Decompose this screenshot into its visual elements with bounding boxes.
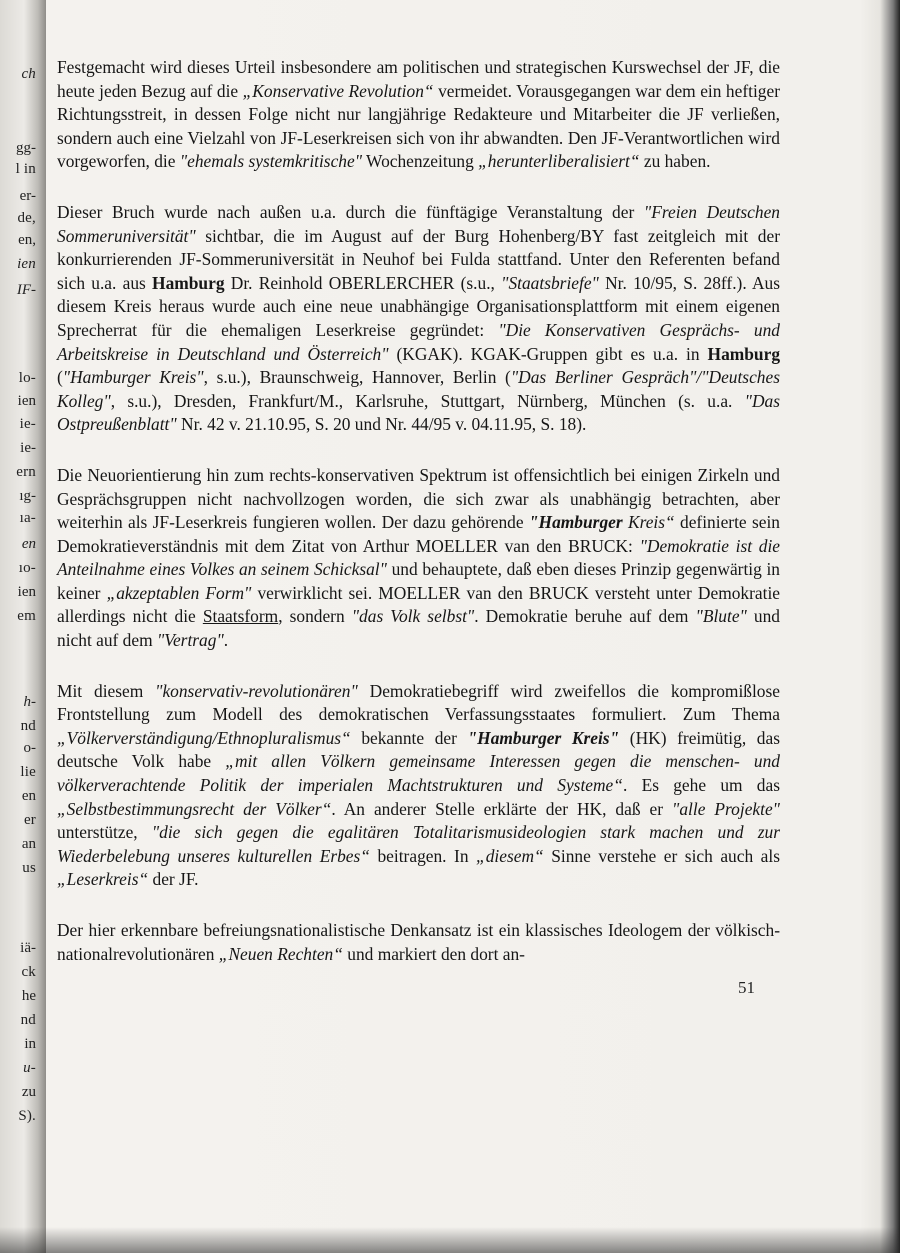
facing-page-fragment: en,: [18, 232, 36, 248]
text-run: (: [57, 367, 63, 388]
paragraph: [57, 464, 780, 653]
text-run: Nr. 42 v. 21.10.95, S. 20 und Nr. 44/95 v. 04.11.95, S. 18).: [176, 414, 587, 435]
italic-run: "die sich gegen die egalitären Totalitarismusideologien stark machen und zur Wiederbelebung unseres kulturellen Erbes“: [57, 822, 781, 866]
facing-page-fragment: IF-: [16, 282, 36, 298]
facing-page-fragment: ern: [16, 464, 36, 480]
text-run: . An anderer Stelle erklärte der HK, daß er: [331, 798, 673, 819]
italic-run: „Leserkreis“: [57, 869, 149, 890]
facing-page-fragment: lie: [20, 764, 36, 780]
text-run: definierte sein Demokratieverständnis mit dem Zitat von Arthur MOELLER van den BRUCK:: [57, 512, 780, 556]
emphasis-run: [529, 512, 623, 532]
text-run: Dieser Bruch wurde nach außen u.a. durch die fünftägige Veranstaltung der: [57, 201, 644, 222]
italic-run: „Selbstbestimmungsrecht der Völker“: [57, 798, 332, 819]
facing-page-fragment: ien: [17, 256, 36, 272]
text-run: , s.u.), Dresden, Frankfurt/M., Karlsruhe, Stuttgart, Nürnberg, München (s. u.a.: [110, 390, 745, 411]
facing-page-fragment: em: [17, 608, 36, 624]
text-run: Wochenzeitung: [362, 151, 479, 172]
italic-run: "Das Ostpreußenblatt": [57, 390, 780, 435]
page-number: 51: [738, 978, 755, 997]
facing-page-fragment: lo-: [18, 370, 36, 386]
facing-page-fragment: u-: [23, 1060, 36, 1076]
facing-page-fragment: ch: [21, 66, 36, 82]
facing-page-fragment: ie-: [20, 440, 36, 456]
facing-page-fragment: de,: [17, 210, 36, 226]
facing-page-fragment: an: [21, 836, 36, 852]
facing-page-fragment: er: [23, 812, 36, 828]
italic-run: "alle Projekte": [672, 798, 780, 819]
facing-page-fragment: nd: [20, 1012, 36, 1028]
text-run: verwirklicht sei. MOELLER van den BRUCK versteht unter Demokratie allerdings nicht die: [57, 582, 780, 627]
paragraph: [57, 919, 780, 966]
italic-run: "Hamburger Kreis": [62, 367, 204, 388]
text-run: vermeidet. Vorausgegangen war dem ein heftiger Richtungsstreit, in dessen Folge nicht nur langjährige Redakteure und Mitarbeiter die JF verließen, sondern auch eine Vielzahl von JF-Leserkreisen sich von ihr abwandten. Den JF-Verantwortlichen wird vorgeworfen, die: [57, 80, 781, 172]
facing-page-fragment: ien: [17, 584, 36, 600]
bold-run: Hamburg: [707, 343, 781, 364]
text-run: Nr. 10/95, S. 28ff.). Aus diesem Kreis heraus wurde auch eine neue unabhängige Organisationsplattform mit einem eigenen Sprecherrat für die ehemaligen Leserkreise gegründet:: [57, 272, 780, 340]
facing-page-fragment: S).: [18, 1108, 36, 1124]
italic-run: "Demokratie ist die Anteilnahme eines Volkes an seinem Schicksal": [57, 535, 781, 580]
text-run: . Es gehe um das: [622, 775, 780, 796]
bold-italic-run: "Hamburger: [528, 512, 623, 533]
text-run: .: [223, 630, 229, 651]
italic-run: „Völkerverständigung/Ethnopluralismus“: [57, 727, 351, 748]
paragraph: [57, 56, 780, 174]
facing-page-fragment: h-: [23, 694, 36, 710]
text-run: Sinne verstehe er sich auch als: [543, 845, 780, 866]
italic-run: „Konservative Revolution“: [242, 80, 434, 101]
bold-italic-run: "Hamburger Kreis": [467, 727, 620, 748]
page-bottom-shadow: [0, 1227, 900, 1253]
bold-run: Hamburg: [152, 272, 225, 293]
text-run: . Demokratie beruhe auf dem: [474, 606, 696, 627]
facing-page-fragment: iä-: [20, 940, 36, 956]
emphasis-run: [468, 728, 620, 748]
italic-run: "Blute": [695, 606, 747, 627]
text-run: Die Neuorientierung hin zum rechts-konservativen Spektrum ist offensichtlich bei einigen Zirkeln und Gesprächsgruppen nicht nachvollzogen worden, die sich zwar als unabhängig betrachten, aber weiterhin als JF-Leserkreis fungieren wollen. Der dazu gehörende: [57, 464, 780, 533]
facing-page-fragment: nd: [20, 718, 36, 734]
text-run: und nicht auf dem: [57, 606, 781, 651]
page-body: [57, 56, 780, 966]
facing-page-fragment: en: [21, 788, 36, 804]
facing-page-fragment: o-: [23, 740, 36, 756]
italic-run: "Das Berliner Gespräch"/"Deutsches Kolleg": [57, 367, 780, 411]
facing-page-text-fragments: [0, 0, 40, 1253]
text-run: der JF.: [148, 869, 199, 890]
text-run: beitragen. In: [369, 845, 477, 866]
facing-page-fragment: en: [21, 536, 36, 552]
facing-page-fragment: us: [22, 860, 36, 876]
italic-run: "Die Konservativen Gesprächs- und Arbeitskreise in Deutschland und Österreich": [57, 319, 780, 364]
facing-page-fragment: zu: [21, 1084, 36, 1100]
italic-run: „akzeptablen Form": [106, 582, 252, 603]
text-run: und markiert den dort an-: [342, 943, 525, 964]
facing-page-fragment: gg-: [16, 140, 36, 156]
facing-page-fragment: ien: [17, 393, 36, 409]
italic-run: „herunterliberalisiert“: [478, 151, 640, 172]
italic-run: „Neuen Rechten“: [218, 943, 343, 964]
text-run: , s.u.), Braunschweig, Hannover, Berlin (: [203, 367, 511, 388]
facing-page-fragment: ıo-: [18, 560, 36, 576]
italic-run: Kreis“: [627, 512, 675, 533]
facing-page-fragment: ıg-: [19, 488, 36, 504]
text-run: (KGAK). KGAK-Gruppen gibt es u.a. in: [388, 343, 708, 364]
facing-page-fragment: in: [24, 1036, 36, 1052]
text-run: , sondern: [278, 606, 352, 627]
text-run: und behauptete, daß eben dieses Prinzip gegenwärtig in keiner: [57, 559, 780, 603]
italic-run: "ehemals systemkritische": [179, 151, 363, 172]
italic-run: "Freien Deutschen Sommeruniversität": [57, 201, 780, 246]
text-run: Der hier erkennbare befreiungsnationalistische Denkansatz ist ein klassisches Ideologem der völkisch-nationalrevolutionären: [57, 920, 780, 964]
italic-run: "Staatsbriefe": [501, 272, 599, 293]
facing-page-fragment: l in: [15, 161, 36, 177]
italic-run: "konservativ-revolutionären": [155, 680, 358, 701]
italic-run: „diesem“: [476, 845, 544, 866]
underlined-run: Staatsform: [202, 606, 279, 627]
facing-page-fragment: he: [21, 988, 36, 1004]
book-gutter: [0, 0, 46, 1253]
paragraph: [57, 201, 780, 437]
text-run: unterstütze,: [57, 822, 152, 843]
facing-page-fragment: ıa-: [19, 510, 36, 526]
text-run: Mit diesem: [57, 680, 156, 701]
paragraph: [57, 680, 780, 892]
facing-page-fragment: er-: [19, 188, 36, 204]
text-run: (HK) freimütig, das deutsche Volk habe: [57, 727, 780, 772]
text-run: Festgemacht wird dieses Urteil insbesondere am politischen und strategischen Kurswechsel der JF, die heute jeden Bezug auf die: [57, 57, 780, 101]
italic-run: "Vertrag": [156, 630, 224, 651]
facing-page-fragment: ie-: [19, 416, 36, 432]
text-run: Dr. Reinhold OBERLERCHER (s.u.,: [224, 272, 502, 293]
text-run: bekannte der: [350, 727, 468, 748]
text-run: zu haben.: [639, 151, 711, 172]
italic-run: "das Volk selbst": [351, 606, 475, 627]
italic-run: „mit allen Völkern gemeinsame Interessen gegen die menschen- und völkerverachtende Politik der imperialen Machtstrukturen und Systeme“: [57, 751, 780, 796]
text-run: sichtbar, die im August auf der Burg Hohenberg/BY fast zeitgleich mit der konkurrierenden JF-Sommeruniversität in Neuhof bei Fulda stattfand. Unter den Referenten befand sich u.a. aus: [57, 225, 780, 293]
facing-page-fragment: ck: [21, 964, 36, 980]
text-run: Demokratiebegriff wird zweifellos die kompromißlose Frontstellung zum Modell des demokratischen Verfassungsstaates formuliert. Zum Thema: [57, 680, 780, 725]
